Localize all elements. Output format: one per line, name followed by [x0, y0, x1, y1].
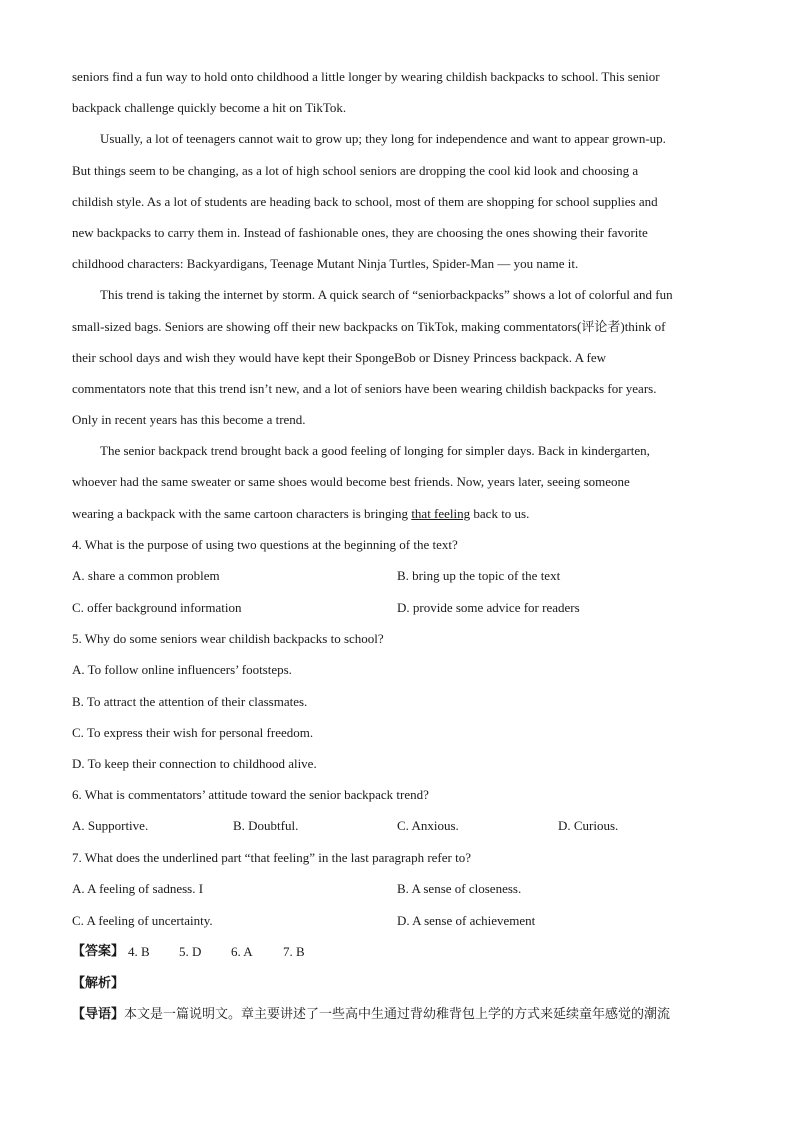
option-c: C. To express their wish for personal freedom.: [72, 724, 314, 740]
question-stem: 7. What does the underlined part “that feeling” in the last paragraph refer to?: [72, 849, 471, 865]
option-c: C. offer background information: [72, 599, 242, 615]
document-body: [72, 61, 732, 1030]
question-6: [72, 779, 732, 842]
text-line: childhood characters: Backyardigans, Teenage Mutant Ninja Turtles, Spider-Man — you name it.: [72, 256, 579, 272]
paragraph-2: [72, 279, 732, 435]
question-stem: 5. Why do some seniors wear childish backpacks to school?: [72, 631, 384, 647]
text-line: small-sized bags. Seniors are showing off their new backpacks on TikTok, making commentators(评论者)think of: [72, 318, 666, 334]
option-row: [72, 560, 732, 592]
option-d: D. provide some advice for readers: [397, 599, 580, 615]
text-line: seniors find a fun way to hold onto childhood a little longer by wearing childish backpacks to school. This senior: [72, 69, 660, 84]
paragraph-3: [72, 435, 732, 529]
question-4: [72, 529, 732, 623]
option-row: [72, 810, 732, 842]
answer-line: [72, 936, 732, 968]
text-line: Only in recent years has this become a trend.: [72, 412, 306, 428]
text-line-with-underline: [72, 498, 732, 529]
option-row: [72, 905, 732, 937]
text-line: backpack challenge quickly become a hit on TikTok.: [72, 100, 347, 116]
option-a: A. To follow online influencers’ footsteps.: [72, 662, 292, 678]
guide-tag: 【导语】: [72, 1007, 125, 1023]
analysis-tag: 【解析】: [72, 975, 125, 991]
option-a: A. share a common problem: [72, 568, 220, 583]
option-d: D. A sense of achievement: [397, 912, 536, 928]
question-5: [72, 623, 732, 779]
option-b: B. Doubtful.: [233, 818, 299, 834]
option-b: B. A sense of closeness.: [397, 881, 522, 897]
option-b: B. bring up the topic of the text: [397, 568, 561, 583]
paragraph-1: [72, 123, 732, 279]
text-line: Usually, a lot of teenagers cannot wait to grow up; they long for independence and want to appear grown-up.: [100, 131, 666, 147]
text-line: whoever had the same sweater or same shoes would become best friends. Now, years later, seeing someone: [72, 474, 630, 490]
text-segment: back to us.: [470, 505, 530, 521]
text-line: But things seem to be changing, as a lot of high school seniors are dropping the cool kid look and choosing a: [72, 162, 639, 178]
option-c: C. A feeling of uncertainty.: [72, 912, 213, 928]
text-line: new backpacks to carry them in. Instead of fashionable ones, they are choosing the ones showing their favorite: [72, 224, 648, 240]
paragraph-0: [72, 61, 732, 123]
text-segment: wearing a backpack with the same cartoon characters is bringing: [72, 505, 412, 521]
text-line: The senior backpack trend brought back a good feeling of longing for simpler days. Back in kindergarten,: [100, 443, 650, 459]
question-stem: 4. What is the purpose of using two questions at the beginning of the text?: [72, 536, 458, 552]
guide-line: [72, 999, 732, 1030]
question-7: [72, 842, 732, 936]
text-line: childish style. As a lot of students are heading back to school, most of them are shopping for school supplies and: [72, 193, 658, 209]
option-row: [72, 592, 732, 624]
option-d: D. Curious.: [558, 818, 619, 834]
option-a: A. A feeling of sadness. I: [72, 881, 204, 897]
option-row: [72, 873, 732, 905]
option-c: C. Anxious.: [397, 818, 459, 834]
text-line: their school days and wish they would have kept their SpongeBob or Disney Princess backpack. A few: [72, 349, 606, 365]
option-b: B. To attract the attention of their classmates.: [72, 693, 308, 709]
question-stem: 6. What is commentators’ attitude toward the senior backpack trend?: [72, 787, 429, 803]
answer-item: 6. A: [231, 944, 253, 960]
answer-item: 5. D: [179, 944, 202, 960]
text-line: commentators note that this trend isn’t new, and a lot of seniors have been wearing childish backpacks for years.: [72, 380, 657, 396]
underlined-phrase: that feeling: [411, 505, 471, 521]
guide-text: 本文是一篇说明文。章主要讲述了一些高中生通过背幼稚背包上学的方式来延续童年感觉的潮流: [124, 1007, 671, 1023]
option-d: D. To keep their connection to childhood alive.: [72, 755, 317, 771]
option-a: A. Supportive.: [72, 818, 149, 834]
answer-item: 7. B: [283, 944, 305, 960]
answer-tag: 【答案】: [72, 944, 125, 960]
answer-item: 4. B: [128, 944, 150, 960]
text-line: This trend is taking the internet by storm. A quick search of “seniorbackpacks” shows a lot of colorful and fun: [100, 287, 673, 303]
